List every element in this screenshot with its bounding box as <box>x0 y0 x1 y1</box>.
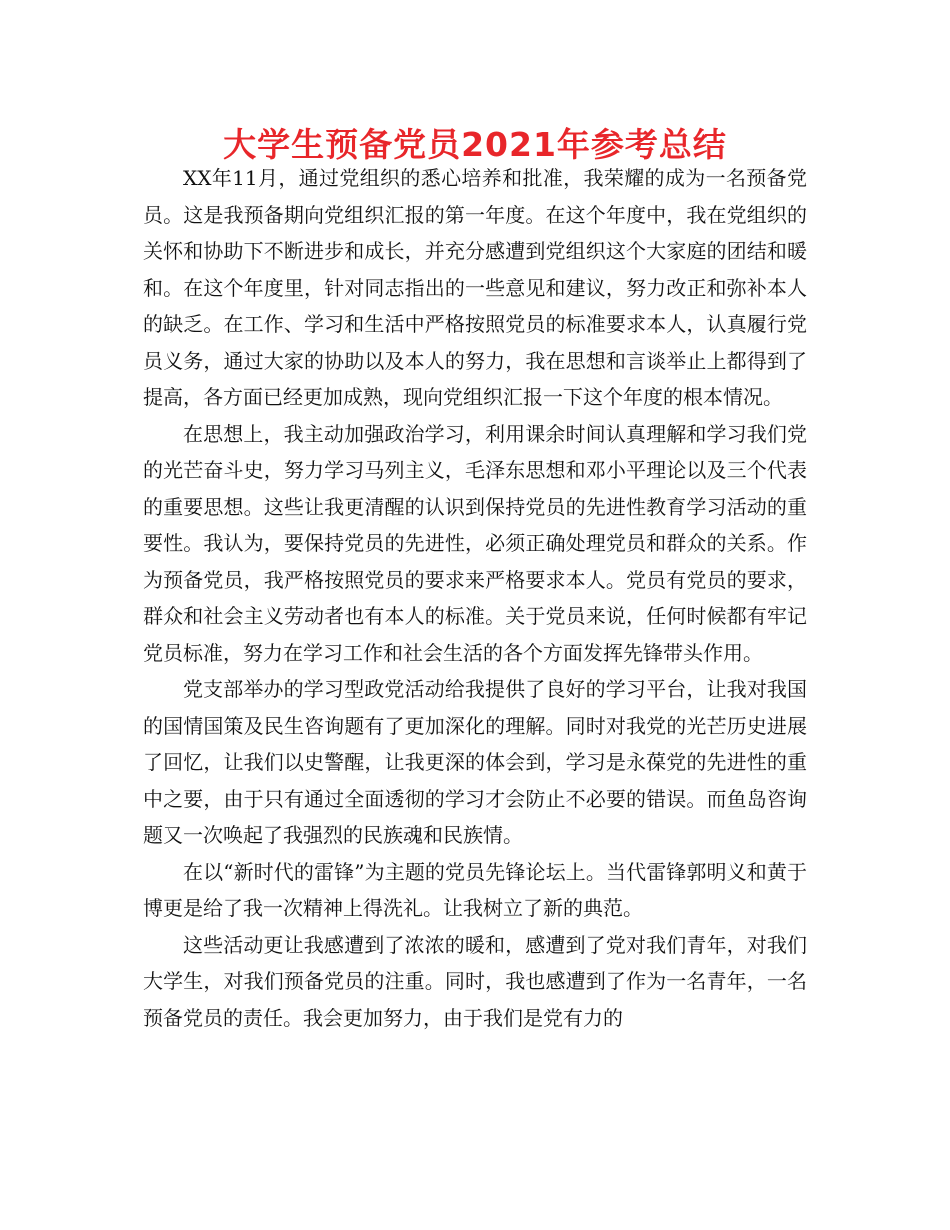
paragraph: 在思想上，我主动加强政治学习，利用课余时间认真理解和学习我们党的光芒奋斗史，努力学习马列主义，毛泽东思想和邓小平理论以及三个代表的重要思想。这些让我更清醒的认识到保持党员的先进性教育学习活动的重要性。我认为，要保持党员的先进性，必须正确处理党员和群众的关系。作为预备党员，我严格按照党员的要求来严格要求本人。党员有党员的要求，群众和社会主义劳动者也有本人的标准。关于党员来说，任何时候都有牢记党员标准，努力在学习工作和社会生活的各个方面发挥先锋带头作用。 <box>143 421 807 665</box>
paragraph: 这些活动更让我感遭到了浓浓的暖和，感遭到了党对我们青年，对我们大学生，对我们预备党员的注重。同时，我也感遭到了作为一名青年，一名预备党员的责任。我会更加努力，由于我们是党有力的 <box>143 932 807 1030</box>
paragraph: 党支部举办的学习型政党活动给我提供了良好的学习平台，让我对我国的国情国策及民生咨询题有了更加深化的理解。同时对我党的光芒历史进展了回忆，让我们以史警醒，让我更深的体会到，学习是永葆党的先进性的重中之要，由于只有通过全面透彻的学习才会防止不必要的错误。而鱼岛咨询题又一次唤起了我强烈的民族魂和民族情。 <box>143 677 807 847</box>
document-body <box>143 160 807 1036</box>
paragraph: XX年11月，通过党组织的悉心培养和批准，我荣耀的成为一名预备党员。这是我预备期向党组织汇报的第一年度。在这个年度中，我在党组织的关怀和协助下不断进步和成长，并充分感遭到党组织这个大家庭的团结和暖和。在这个年度里，针对同志指出的一些意见和建议，努力改正和弥补本人的缺乏。在工作、学习和生活中严格按照党员的标准要求本人，认真履行党员义务，通过大家的协助以及本人的努力，我在思想和言谈举止上都得到了提高，各方面已经更加成熟，现向党组织汇报一下这个年度的根本情况。 <box>143 166 807 409</box>
paragraph: 在以“新时代的雷锋”为主题的党员先锋论坛上。当代雷锋郭明义和黄于博更是给了我一次精神上得洗礼。让我树立了新的典范。 <box>143 859 807 920</box>
document-title: 大学生预备党员2021年参考总结 <box>223 125 727 164</box>
